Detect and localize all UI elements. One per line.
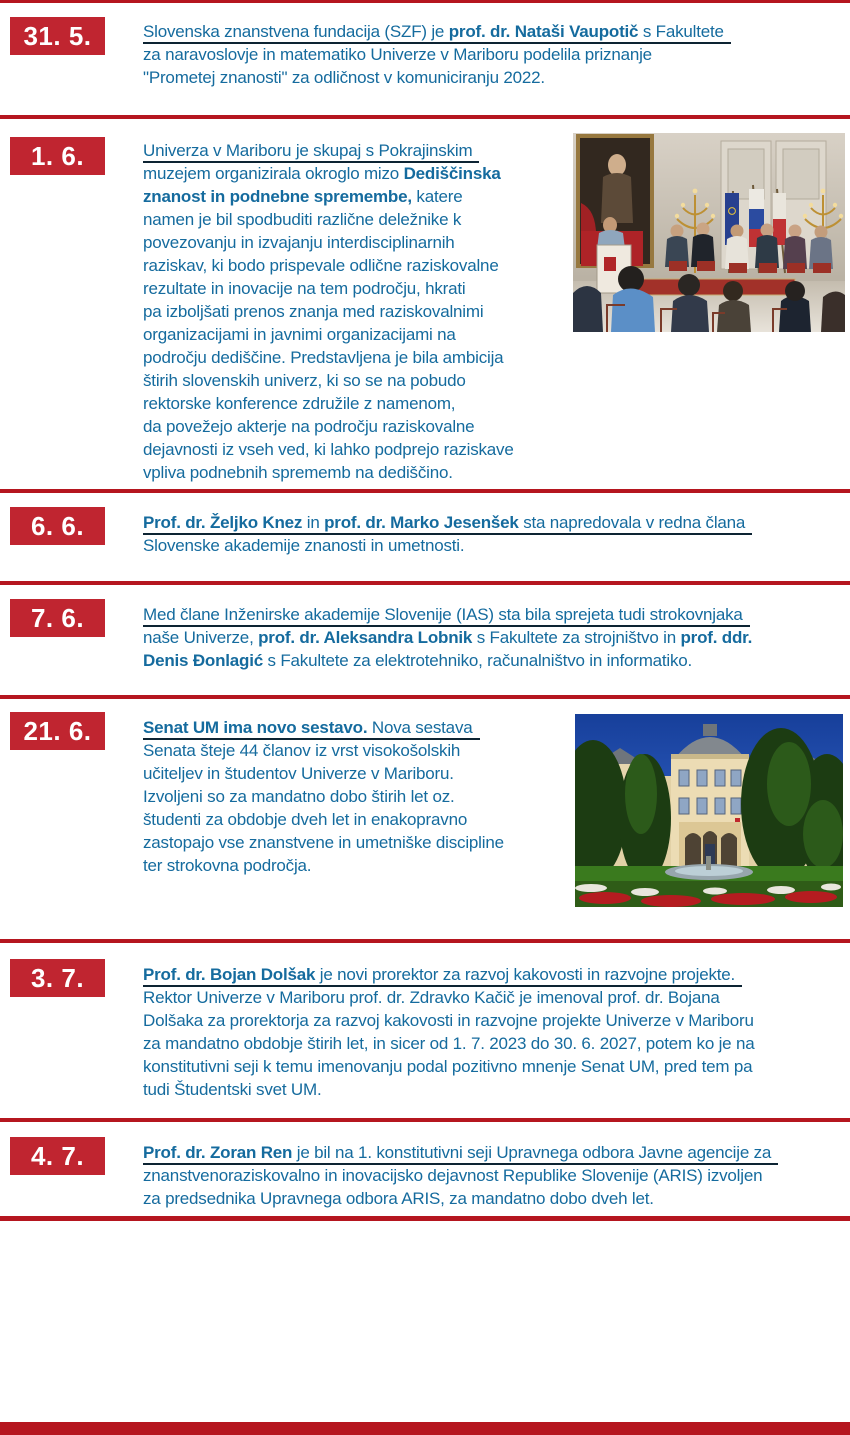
- date-badge: 1. 6.: [10, 137, 105, 175]
- body-text: Slovenske akademije znanosti in umetnosti.: [143, 536, 465, 555]
- news-text-line: [143, 1141, 778, 1164]
- entry-text: [143, 139, 514, 484]
- news-text-line: [143, 369, 514, 392]
- highlight-text: Dediščinska: [403, 164, 501, 183]
- divider-line: [0, 581, 850, 585]
- body-text: Dolšaka za prorektorja za razvoj kakovosti in razvojne projekte Univerze v Mariboru: [143, 1011, 754, 1030]
- date-badge: 3. 7.: [10, 959, 105, 997]
- news-text-line: [143, 392, 514, 415]
- body-text: za naravoslovje in matematiko Univerze v Mariboru podelila priznanje: [143, 45, 652, 64]
- news-text-line: [143, 1032, 754, 1055]
- news-text-line: [143, 415, 514, 438]
- divider-line: [0, 939, 850, 943]
- highlight-text: Senat UM ima novo sestavo.: [143, 718, 368, 737]
- body-text: zastopajo vse znanstvene in umetniške discipline: [143, 833, 504, 852]
- news-text-line: [143, 1164, 778, 1187]
- news-link[interactable]: [143, 604, 750, 627]
- body-text: je novi prorektor za razvoj kakovosti in razvojne projekte.: [315, 965, 736, 984]
- news-text-line: [143, 1009, 754, 1032]
- news-text-line: [143, 346, 514, 369]
- highlight-text: Prof. dr. Bojan Dolšak: [143, 965, 316, 984]
- body-text: naše Univerze,: [143, 628, 259, 647]
- news-link[interactable]: [143, 717, 480, 740]
- body-text: področju dediščine. Predstavljena je bila ambicija: [143, 348, 504, 367]
- news-text-line: [143, 162, 514, 185]
- body-text: s Fakultete: [638, 22, 724, 41]
- entry-text: [143, 511, 752, 557]
- body-text: znanstvenoraziskovalno in inovacijsko dejavnost Republike Slovenije (ARIS) izvoljen: [143, 1166, 763, 1185]
- body-text: rezultate in inovacije na tem področju, hkrati: [143, 279, 466, 298]
- body-text: rektorske konference združile z namenom,: [143, 394, 456, 413]
- body-text: študenti za obdobje dveh let in enakopravno: [143, 810, 468, 829]
- entry-text: [143, 963, 754, 1101]
- news-text-line: [143, 1187, 778, 1210]
- news-text-line: [143, 323, 514, 346]
- body-text: konstitutivni seji k temu imenovanju podal pozitivno mnenje Senat UM, pred tem pa: [143, 1057, 753, 1076]
- news-link[interactable]: [143, 1142, 778, 1165]
- date-badge: 4. 7.: [10, 1137, 105, 1175]
- news-text-line: [143, 1055, 754, 1078]
- bottom-red-bar: [0, 1422, 850, 1435]
- news-text-line: [143, 785, 504, 808]
- entry-text: [143, 20, 731, 89]
- body-text: katere: [411, 187, 463, 206]
- news-text-line: [143, 438, 514, 461]
- body-text: Rektor Univerze v Mariboru prof. dr. Zdravko Kačič je imenoval prof. dr. Bojana: [143, 988, 720, 1007]
- body-text: pa izboljšati prenos znanja med raziskovalnimi: [143, 302, 484, 321]
- news-text-line: [143, 300, 514, 323]
- body-text: sta napredovala v redna člana: [518, 513, 746, 532]
- date-badge: 6. 6.: [10, 507, 105, 545]
- highlight-text: prof. dr. Aleksandra Lobnik: [258, 628, 473, 647]
- news-text-line: [143, 254, 514, 277]
- news-link[interactable]: [143, 512, 752, 535]
- body-text: štirih slovenskih univerz, ki so se na pobudo: [143, 371, 466, 390]
- divider-line: [0, 115, 850, 119]
- news-text-line: [143, 963, 754, 986]
- entry-text: [143, 1141, 778, 1210]
- highlight-text: Prof. dr. Zoran Ren: [143, 1143, 293, 1162]
- news-text-line: [143, 1078, 754, 1101]
- body-text: muzejem organizirala okroglo mizo: [143, 164, 404, 183]
- body-text: Nova sestava: [367, 718, 473, 737]
- news-text-line: [143, 461, 514, 484]
- divider-line: [0, 695, 850, 699]
- entry-text: [143, 716, 504, 877]
- highlight-text: prof. ddr.: [680, 628, 753, 647]
- body-text: vpliva podnebnih sprememb na dediščino.: [143, 463, 453, 482]
- divider-line: [0, 0, 850, 3]
- news-text-line: [143, 534, 752, 557]
- divider-line: [0, 1216, 850, 1221]
- news-text-line: [143, 716, 504, 739]
- body-text: za mandatno obdobje štirih let, in sicer od 1. 7. 2023 do 30. 6. 2027, potem ko je na: [143, 1034, 755, 1053]
- highlight-text: Prof. dr. Željko Knez: [143, 513, 303, 532]
- body-text: Univerza v Mariboru je skupaj s Pokrajinskim: [143, 141, 473, 160]
- body-text: organizacijami in javnimi organizacijami na: [143, 325, 456, 344]
- news-text-line: [143, 66, 731, 89]
- university-building-photo: [575, 714, 843, 907]
- body-text: povezovanju in izvajanju interdisciplinarnih: [143, 233, 455, 252]
- body-text: tudi Študentski svet UM.: [143, 1080, 322, 1099]
- news-link[interactable]: [143, 140, 479, 163]
- divider-line: [0, 1118, 850, 1122]
- news-link[interactable]: [143, 21, 731, 44]
- news-text-line: [143, 185, 514, 208]
- news-text-line: [143, 649, 752, 672]
- date-badge: 7. 6.: [10, 599, 105, 637]
- body-text: Izvoljeni so za mandatno dobo štirih let oz.: [143, 787, 455, 806]
- divider-line: [0, 489, 850, 493]
- body-text: ter strokovna področja.: [143, 856, 312, 875]
- news-text-line: [143, 20, 731, 43]
- news-text-line: [143, 762, 504, 785]
- news-text-line: [143, 208, 514, 231]
- news-text-line: [143, 739, 504, 762]
- body-text: "Prometej znanosti" za odličnost v komuniciranju 2022.: [143, 68, 545, 87]
- body-text: in: [302, 513, 325, 532]
- body-text: dejavnosti iz vseh ved, ki lahko podprejo raziskave: [143, 440, 514, 459]
- body-text: s Fakultete za elektrotehniko, računalništvo in informatiko.: [263, 651, 693, 670]
- highlight-text: prof. dr. Nataši Vaupotič: [448, 22, 639, 41]
- body-text: da povežejo akterje na področju raziskovalne: [143, 417, 475, 436]
- news-text-line: [143, 854, 504, 877]
- news-text-line: [143, 139, 514, 162]
- highlight-text: prof. dr. Marko Jesenšek: [324, 513, 519, 532]
- body-text: Senata šteje 44 članov iz vrst visokošolskih: [143, 741, 461, 760]
- news-link[interactable]: [143, 964, 742, 987]
- highlight-text: Denis Đonlagić: [143, 651, 264, 670]
- news-text-line: [143, 277, 514, 300]
- body-text: Slovenska znanstvena fundacija (SZF) je: [143, 22, 449, 41]
- body-text: učiteljev in študentov Univerze v Mariboru.: [143, 764, 454, 783]
- news-text-line: [143, 808, 504, 831]
- news-text-line: [143, 626, 752, 649]
- news-text-line: [143, 831, 504, 854]
- body-text: namen je bil spodbuditi različne deležnike k: [143, 210, 462, 229]
- date-badge: 31. 5.: [10, 17, 105, 55]
- body-text: za predsednika Upravnega odbora ARIS, za mandatno dobo dveh let.: [143, 1189, 654, 1208]
- panel-discussion-photo: [573, 133, 845, 332]
- body-text: je bil na 1. konstitutivni seji Upravnega odbora Javne agencije za: [292, 1143, 772, 1162]
- news-text-line: [143, 43, 731, 66]
- news-text-line: [143, 986, 754, 1009]
- highlight-text: znanost in podnebne spremembe,: [143, 187, 412, 206]
- news-text-line: [143, 231, 514, 254]
- news-text-line: [143, 511, 752, 534]
- body-text: s Fakultete za strojništvo in: [472, 628, 681, 647]
- entry-text: [143, 603, 752, 672]
- body-text: Med člane Inženirske akademije Slovenije (IAS) sta bila sprejeta tudi strokovnjaka: [143, 605, 743, 624]
- date-badge: 21. 6.: [10, 712, 105, 750]
- body-text: raziskav, ki bodo prispevale odlične raziskovalne: [143, 256, 499, 275]
- news-text-line: [143, 603, 752, 626]
